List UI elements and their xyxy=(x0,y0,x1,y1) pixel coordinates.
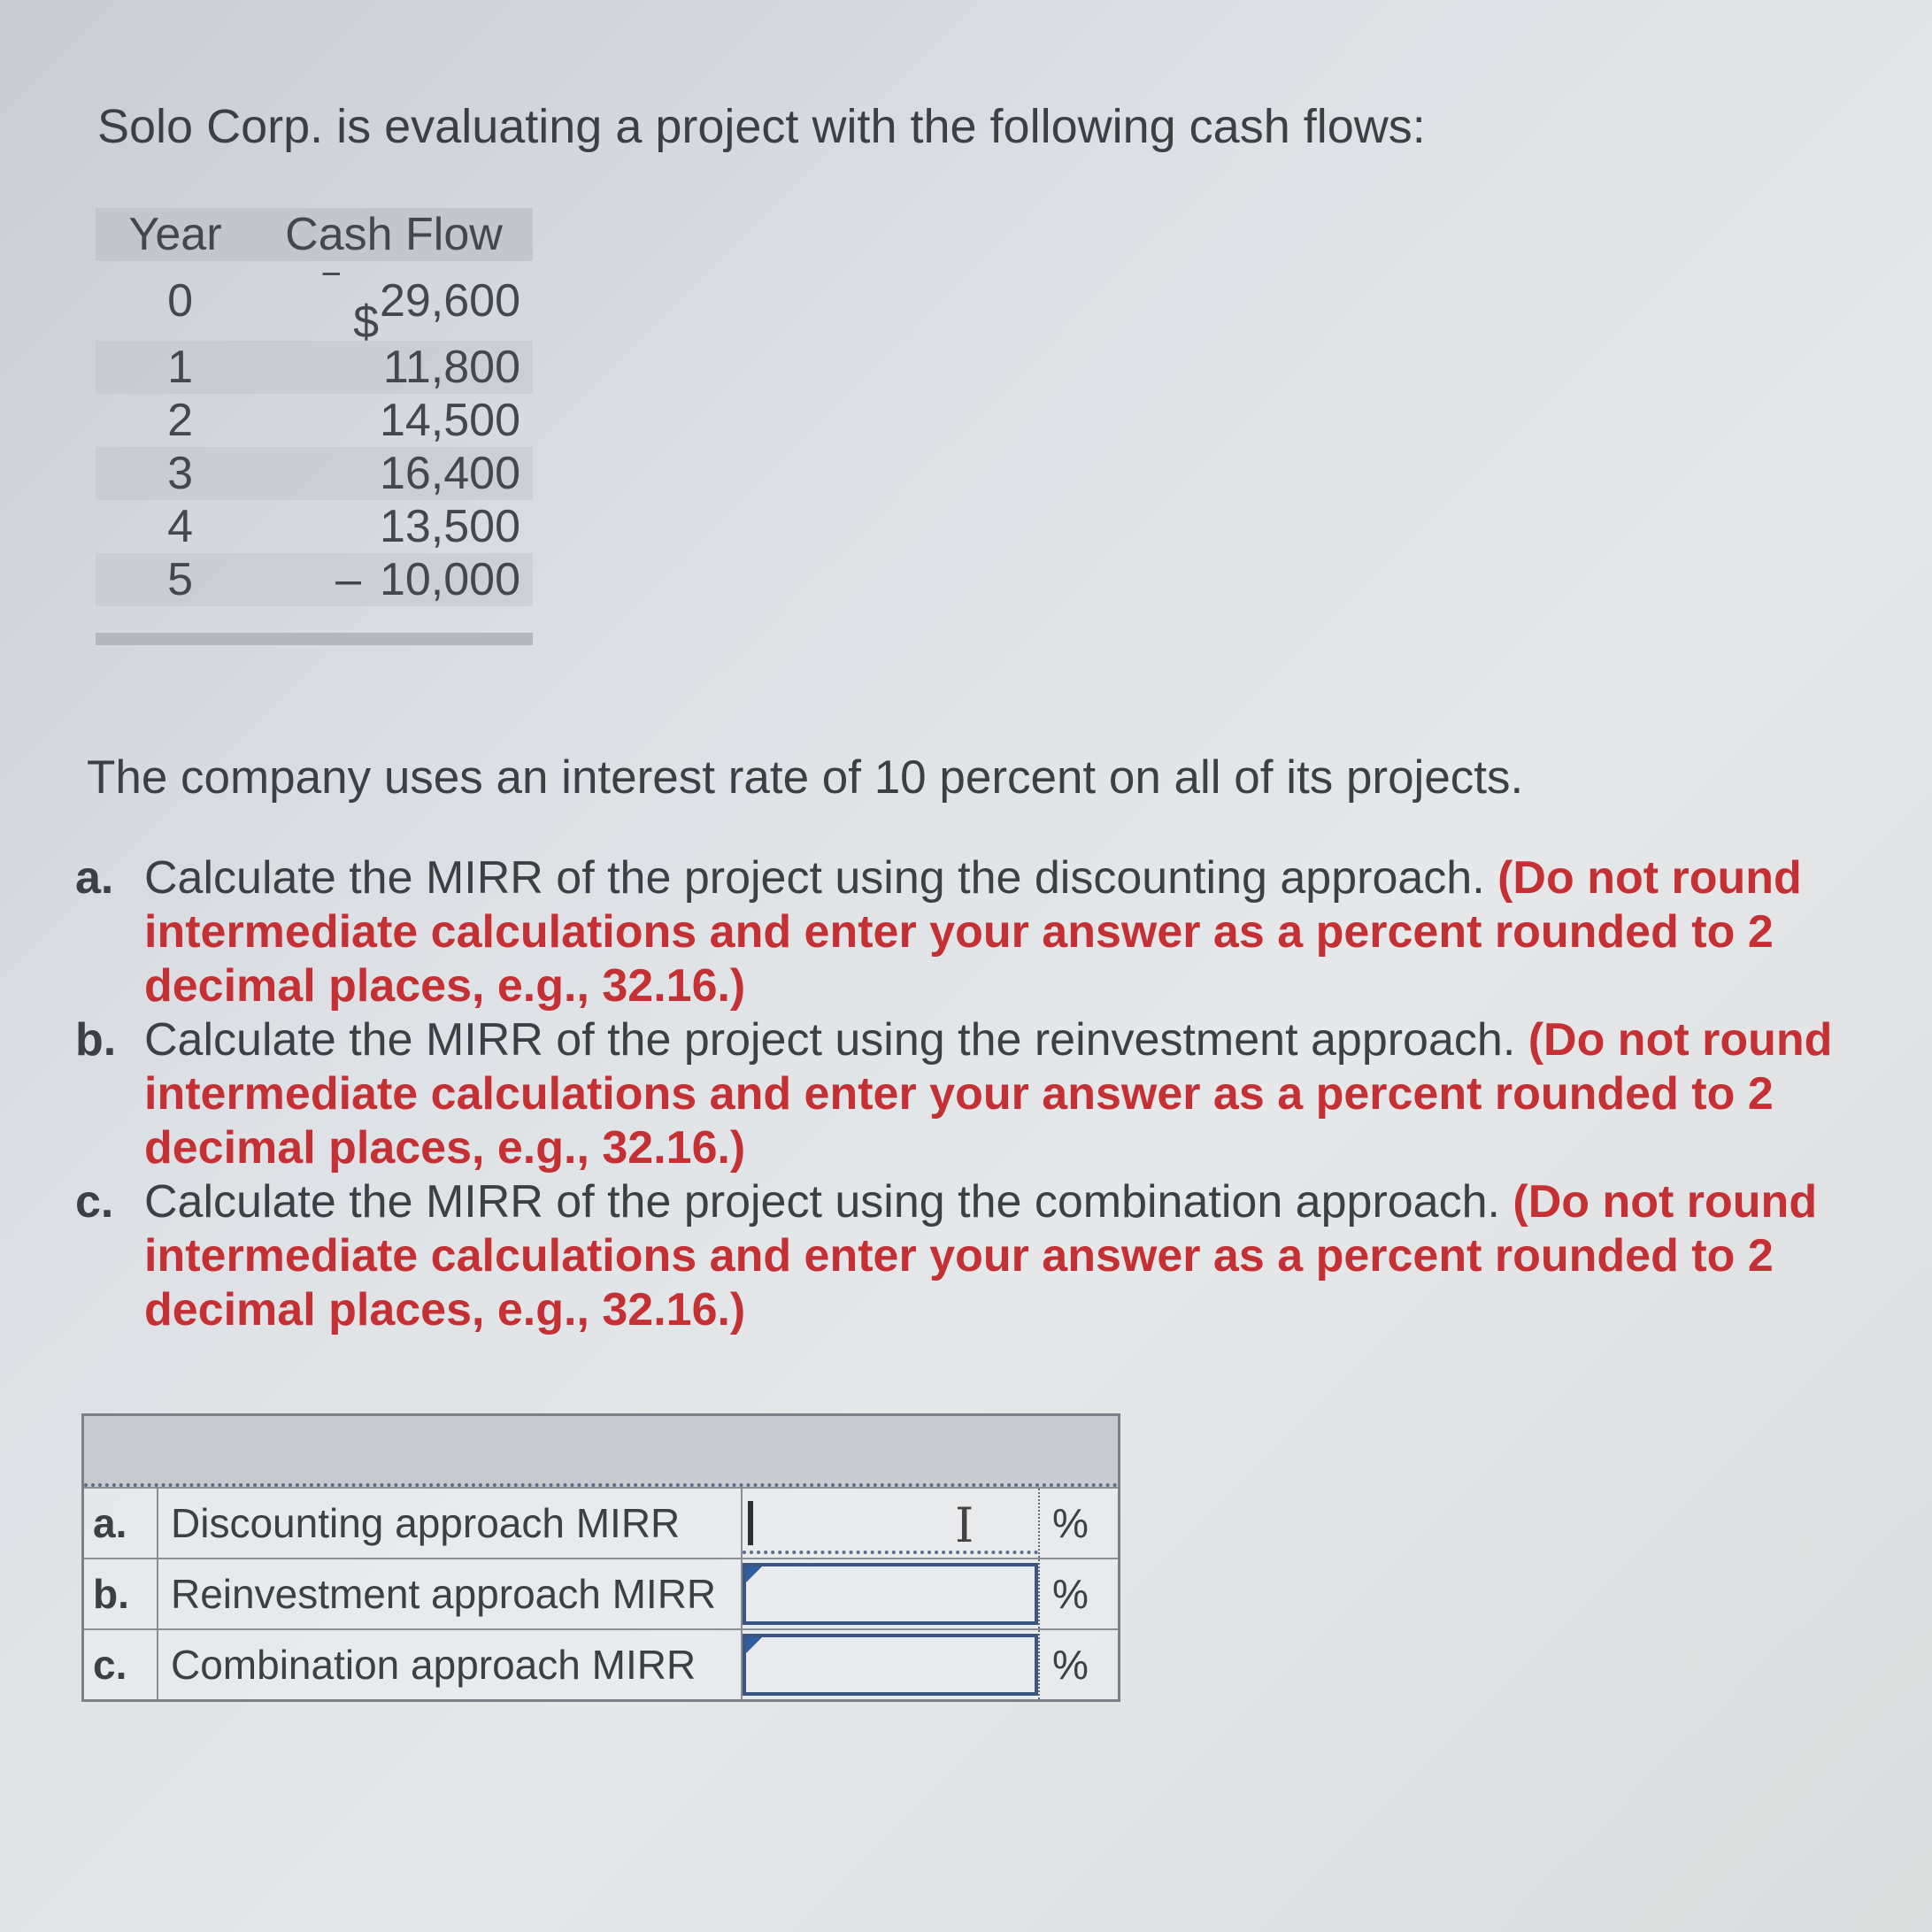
question-list xyxy=(75,851,1890,1337)
interest-rate-text: The company uses an interest rate of 10 percent on all of its projects. xyxy=(87,751,1524,804)
question-c xyxy=(75,1175,1890,1337)
question-label: c. xyxy=(75,1176,114,1228)
percent-unit: % xyxy=(1052,1571,1089,1617)
amount-cell: 11,800 xyxy=(382,342,520,393)
intro-text: Solo Corp. is evaluating a project with the following cash flows: xyxy=(97,100,1426,153)
question-instruction: (Do not round intermediate calculations and enter your answer as a percent rounded to 2 decimal places, e.g., 32.16.) xyxy=(144,852,1802,1012)
currency-cell xyxy=(193,255,379,348)
year-cell: 4 xyxy=(167,501,193,552)
cash-flow-table xyxy=(96,208,533,645)
currency-symbol: $ xyxy=(353,296,379,348)
row-description: Combination approach MIRR xyxy=(158,1630,743,1699)
question-label: a. xyxy=(75,852,114,904)
question-prompt: Calculate the MIRR of the project using the reinvestment approach. xyxy=(144,1014,1516,1066)
question-label: b. xyxy=(75,1014,117,1066)
cash-flow-row xyxy=(96,553,533,606)
year-cell: 0 xyxy=(167,275,193,327)
combination-mirr-input[interactable] xyxy=(743,1630,1040,1699)
question-text xyxy=(144,1175,1890,1337)
input-corner-marker xyxy=(746,1566,762,1582)
row-label: a. xyxy=(84,1489,158,1558)
cash-flow-row xyxy=(96,255,533,348)
year-cell: 5 xyxy=(167,554,193,605)
question-text xyxy=(144,1013,1890,1175)
reinvestment-mirr-input[interactable] xyxy=(743,1559,1040,1628)
question-instruction: (Do not round intermediate calculations and enter your answer as a percent rounded to 2 decimal places, e.g., 32.16.) xyxy=(144,1176,1818,1335)
amount-cell: 29,600 xyxy=(379,275,520,327)
answer-table-header xyxy=(84,1416,1118,1487)
row-label: b. xyxy=(84,1559,158,1628)
cash-flow-header xyxy=(96,208,533,261)
input-corner-marker xyxy=(746,1637,762,1653)
percent-unit: % xyxy=(1052,1642,1089,1688)
text-caret xyxy=(748,1501,753,1545)
cash-flow-row xyxy=(96,394,533,447)
answer-row-c xyxy=(84,1628,1118,1699)
amount-cell: 14,500 xyxy=(379,395,520,446)
answer-table xyxy=(81,1413,1120,1702)
year-cell: 3 xyxy=(167,448,193,499)
row-label: c. xyxy=(84,1630,158,1699)
text-cursor-icon: I xyxy=(955,1497,974,1553)
table-footer-bar xyxy=(96,633,533,645)
cash-flow-row xyxy=(96,447,533,500)
row-description: Reinvestment approach MIRR xyxy=(158,1559,743,1628)
minus-sign: − xyxy=(320,255,342,294)
input-box[interactable] xyxy=(743,1563,1038,1625)
amount-cell: 16,400 xyxy=(379,448,520,499)
question-a xyxy=(75,851,1890,1013)
cash-flow-row xyxy=(96,341,533,394)
year-cell: 1 xyxy=(167,342,193,393)
answer-row-a xyxy=(84,1487,1118,1558)
discounting-mirr-input[interactable] xyxy=(743,1489,1040,1558)
question-b xyxy=(75,1013,1890,1175)
row-description: Discounting approach MIRR xyxy=(158,1489,743,1558)
year-cell: 2 xyxy=(167,395,193,446)
input-box[interactable] xyxy=(743,1634,1038,1696)
answer-row-b xyxy=(84,1558,1118,1628)
question-text xyxy=(144,851,1890,1013)
currency-cell: – xyxy=(335,554,361,605)
question-prompt: Calculate the MIRR of the project using the discounting approach. xyxy=(144,852,1485,904)
cash-flow-header-label: Cash Flow xyxy=(285,209,503,260)
question-instruction: (Do not round intermediate calculations and enter your answer as a percent rounded to 2 decimal places, e.g., 32.16.) xyxy=(144,1014,1833,1174)
year-header: Year xyxy=(128,209,222,260)
percent-unit: % xyxy=(1052,1500,1089,1546)
input-box[interactable] xyxy=(743,1492,1038,1554)
cash-flow-row xyxy=(96,500,533,553)
question-prompt: Calculate the MIRR of the project using the combination approach. xyxy=(144,1176,1500,1228)
amount-cell: 10,000 xyxy=(379,554,520,605)
amount-cell: 13,500 xyxy=(379,501,520,552)
